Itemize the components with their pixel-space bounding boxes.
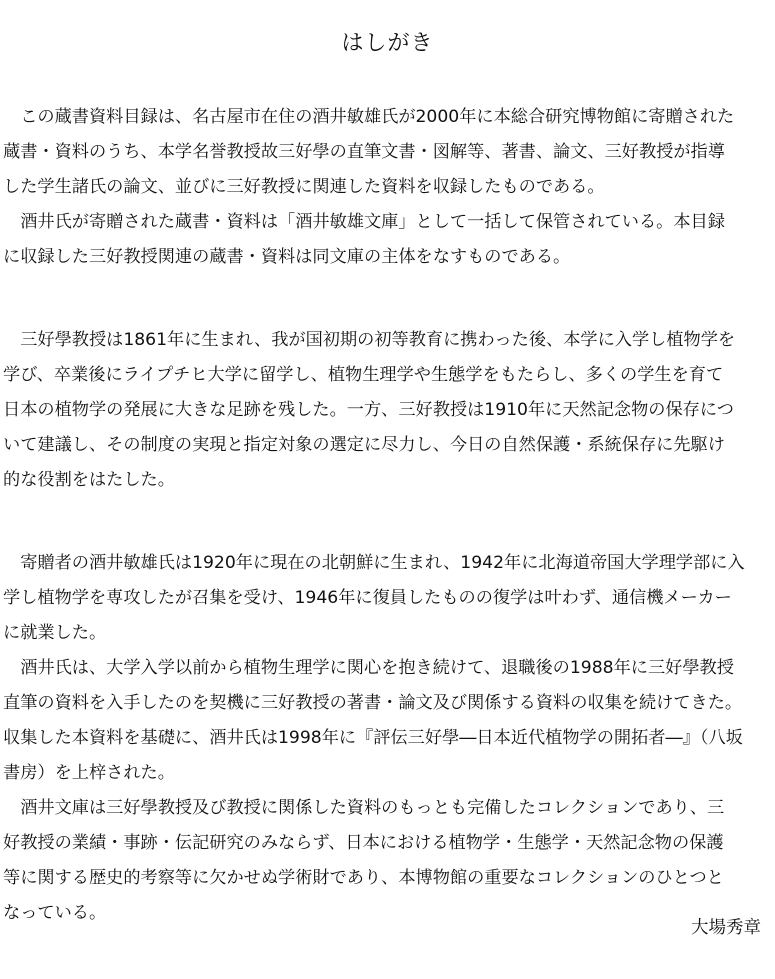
text-line: 学し植物学を専攻したが召集を受け、1946年に復員したものの復学は叶わず、通信機メーカー xyxy=(3,588,732,608)
text-line: 酒井氏が寄贈された蔵書・資料は「酒井敏雄文庫」として一括して保管されている。本目録 xyxy=(3,212,725,232)
text-line: 酒井文庫は三好學教授及び教授に関係した資料のもっとも完備したコレクションであり、三 xyxy=(3,798,725,818)
text-line: した学生諸氏の論文、並びに三好教授に関連した資料を収録したものである。 xyxy=(3,177,605,197)
text-line: なっている。 xyxy=(3,903,107,923)
text-line: 好教授の業績・事跡・伝記研究のみならず、日本における植物学・生態学・天然記念物の保護 xyxy=(3,833,724,853)
paragraph-block-1 xyxy=(3,100,773,275)
paragraph-block-3 xyxy=(3,546,773,931)
author-signature: 大場秀章 xyxy=(691,918,761,938)
text-line: に収録した三好教授関連の蔵書・資料は同文庫の主体をなすものである。 xyxy=(3,247,571,267)
text-line: 学び、卒業後にライプチヒ大学に留学し、植物生理学や生態学をもたらし、多くの学生を育て xyxy=(3,365,724,385)
page-title: はしがき xyxy=(341,31,434,56)
text-line: 蔵書・資料のうち、本学名誉教授故三好學の直筆文書・図解等、著書、論文、三好教授が指導 xyxy=(3,142,725,162)
preface-body xyxy=(3,100,773,931)
text-line: 日本の植物学の発展に大きな足跡を残した。一方、三好教授は1910年に天然記念物の保存につ xyxy=(3,400,734,420)
text-line: 直筆の資料を入手したのを契機に三好教授の著書・論文及び関係する資料の収集を続けてきた。 xyxy=(3,693,743,713)
text-line: 等に関する歴史的考察等に欠かせぬ学術財であり、本博物館の重要なコレクションのひとつと xyxy=(3,868,724,888)
text-line: いて建議し、その制度の実現と指定対象の選定に尽力し、今日の自然保護・系統保存に先駆け xyxy=(3,435,725,455)
paragraph-block-2 xyxy=(3,323,773,498)
text-line: 収集した本資料を基礎に、酒井氏は1998年に『評伝三好學―日本近代植物学の開拓者―』（八坂 xyxy=(3,728,743,748)
text-line: 的な役割をはたした。 xyxy=(3,470,175,490)
text-line: この蔵書資料目録は、名古屋市在住の酒井敏雄氏が2000年に本総合研究博物館に寄贈された xyxy=(3,107,735,127)
text-line: 書房）を上梓された。 xyxy=(3,763,175,783)
paragraph-gap xyxy=(3,275,773,323)
paragraph-gap xyxy=(3,498,773,546)
text-line: 寄贈者の酒井敏雄氏は1920年に現在の北朝鮮に生まれ、1942年に北海道帝国大学理学部に入 xyxy=(3,553,745,573)
text-line: に就業した。 xyxy=(3,623,107,643)
text-line: 酒井氏は、大学入学以前から植物生理学に関心を抱き続けて、退職後の1988年に三好學教授 xyxy=(3,658,734,678)
text-line: 三好學教授は1861年に生まれ、我が国初期の初等教育に携わった後、本学に入学し植物学を xyxy=(3,330,736,350)
